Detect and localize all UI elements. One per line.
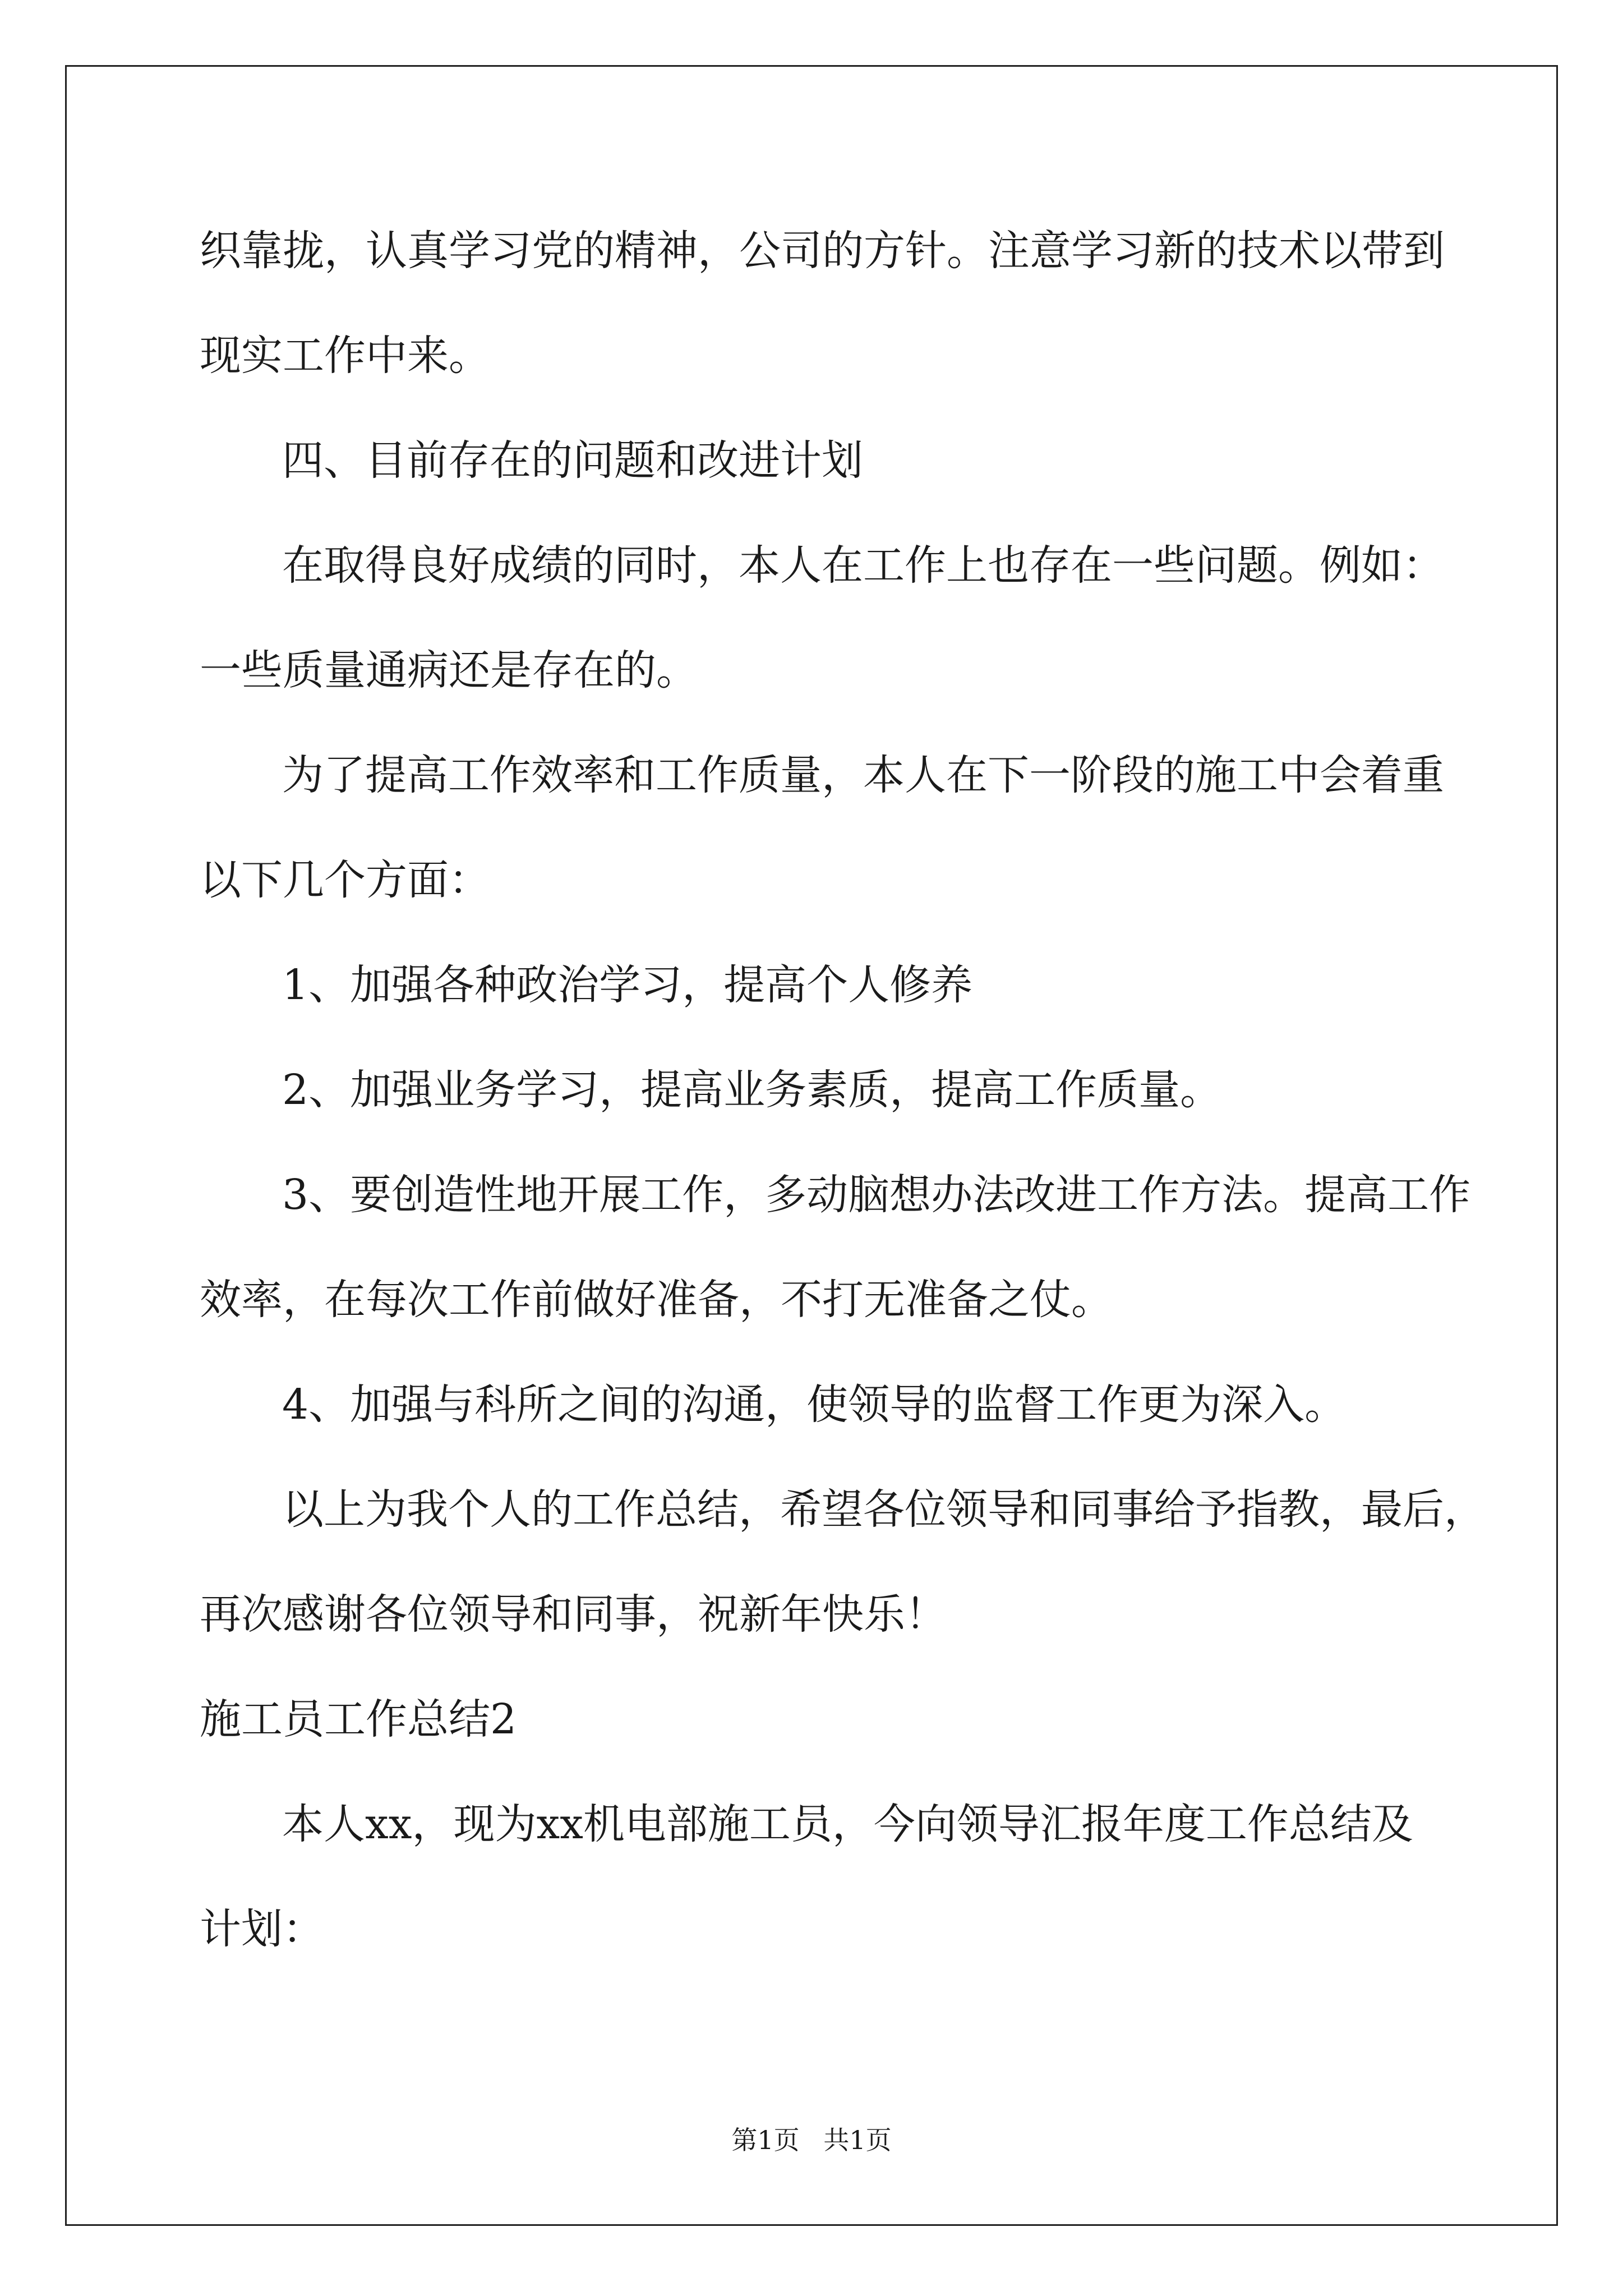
article-title: 施工员工作总结2 bbox=[200, 1695, 517, 1743]
list-item-3: 3、要创造性地开展工作，多动脑想办法改进工作方法。提高工作 bbox=[282, 1171, 1471, 1219]
page-border bbox=[65, 65, 1558, 2226]
body-line-6: 为了提高工作效率和工作质量，本人在下一阶段的施工中会着重 bbox=[282, 751, 1444, 799]
section-heading-4: 四、目前存在的问题和改进计划 bbox=[282, 436, 863, 485]
body-line-7: 以下几个方面： bbox=[200, 856, 490, 904]
intro-line-2: 计划： bbox=[200, 1905, 324, 1953]
body-line-5: 一些质量通病还是存在的。 bbox=[200, 646, 698, 694]
body-line-4: 在取得良好成绩的同时，本人在工作上也存在一些问题。例如： bbox=[282, 541, 1444, 590]
body-line-1: 织靠拢，认真学习党的精神，公司的方针。注意学习新的技术以带到 bbox=[200, 227, 1445, 275]
list-item-3-cont: 效率，在每次工作前做好准备，不打无准备之仗。 bbox=[200, 1276, 1113, 1324]
list-item-1: 1、加强各种政治学习，提高个人修养 bbox=[282, 961, 973, 1009]
list-item-2: 2、加强业务学习，提高业务素质，提高工作质量。 bbox=[282, 1066, 1222, 1114]
page-footer bbox=[0, 2127, 1623, 2153]
list-item-4: 4、加强与科所之间的沟通，使领导的监督工作更为深入。 bbox=[282, 1381, 1347, 1429]
page-number: 第1页 bbox=[731, 2125, 800, 2155]
closing-line-1: 以上为我个人的工作总结，希望各位领导和同事给予指教，最后， bbox=[282, 1485, 1486, 1534]
closing-line-2: 再次感谢各位领导和同事，祝新年快乐！ bbox=[200, 1590, 947, 1639]
intro-line-1: 本人xx，现为xx机电部施工员，今向领导汇报年度工作总结及 bbox=[282, 1800, 1413, 1848]
total-pages: 共1页 bbox=[823, 2125, 892, 2155]
body-line-2: 现实工作中来。 bbox=[200, 332, 490, 380]
